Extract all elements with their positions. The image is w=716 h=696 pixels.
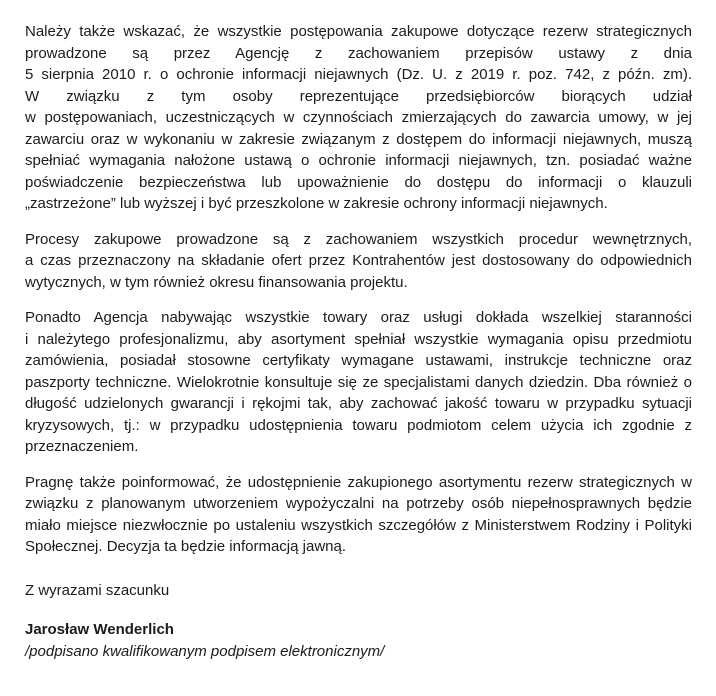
paragraph bbox=[25, 472, 692, 558]
paragraph-line: długość udzielonych gwarancji i rękojmi tak, aby zachować jakość towaru w przypadku sytuacji bbox=[25, 395, 692, 412]
paragraph-line: poświadczenie bezpieczeństwa lub upoważnienie do dostępu do informacji o klauzuli bbox=[25, 173, 692, 191]
paragraph-line: kryzysowych, tj.: w przypadku udostępnienia towaru podmiotom celem użycia ich zgodnie z bbox=[25, 416, 692, 434]
paragraph-line: paszporty techniczne. Wielokrotnie konsultuje się ze specjalistami danych dziedzin. Dba również o bbox=[25, 373, 692, 391]
paragraph bbox=[25, 21, 692, 215]
closing-salutation: Z wyrazami szacunku bbox=[25, 581, 170, 599]
paragraph-line: 5 sierpnia 2010 r. o ochronie informacji niejawnych (Dz. U. z 2019 r. poz. 742, z późn. zm). bbox=[25, 66, 692, 83]
paragraph-line: wytycznych, w tym również okresu finansowania projektu. bbox=[25, 273, 408, 291]
paragraph-line: Pragnę także poinformować, że udostępnienie zakupionego asortymentu rezerw strategicznych w bbox=[25, 473, 692, 491]
document-body bbox=[25, 21, 692, 558]
paragraph-line: Procesy zakupowe prowadzone są z zachowaniem wszystkich procedur wewnętrznych, bbox=[25, 230, 692, 248]
signature-note: /podpisano kwalifikowanym podpisem elektronicznym/ bbox=[25, 642, 385, 660]
paragraph-line: „zastrzeżone” lub wyższej i być przeszkolone w zakresie ochrony informacji niejawnych. bbox=[25, 195, 608, 212]
signature-name: Jarosław Wenderlich bbox=[25, 621, 174, 638]
paragraph-line: Ponadto Agencja nabywając wszystkie towary oraz usługi dokłada wszelkiej staranności bbox=[25, 309, 692, 326]
paragraph-line: a czas przeznaczony na składanie ofert przez Kontrahentów jest dostosowany do odpowiednich bbox=[25, 252, 692, 269]
paragraph-line: W związku z tym osoby reprezentujące przedsiębiorców biorących udział bbox=[25, 87, 692, 105]
paragraph-line: Należy także wskazać, że wszystkie postępowania zakupowe dotyczące rezerw strategicznych bbox=[25, 23, 692, 40]
paragraph-line: i należytego profesjonalizmu, aby asortyment spełniał wszystkie wymagania opisu przedmiotu bbox=[25, 330, 692, 348]
paragraph bbox=[25, 307, 692, 458]
paragraph-line: w postępowaniach, uczestniczących w czynnościach zmierzających do zawarcia umowy, w jej bbox=[25, 109, 692, 126]
paragraph-line: spełniać wymagania nałożone ustawą o ochronie informacji niejawnych, tzn. posiadać ważne bbox=[25, 152, 692, 169]
paragraph-line: Społecznej. Decyzja ta będzie informacją jawną. bbox=[25, 538, 346, 555]
paragraph-line: przeznaczeniem. bbox=[25, 438, 139, 455]
paragraph-line: prowadzone są przez Agencję z zachowaniem przepisów ustawy z dnia bbox=[25, 44, 692, 62]
paragraph-line: związku z planowanym utworzeniem wypożyczalni na potrzeby osób niepełnosprawnych będzie bbox=[25, 495, 692, 512]
paragraph-line: miało miejsce niezwłocznie po ustaleniu wszystkich szczegółów z Ministerstwem Rodziny i Polityki bbox=[25, 516, 692, 534]
paragraph-line: zawarciu oraz w wykonaniu w zakresie związanym z dostępem do informacji niejawnych, muszą bbox=[25, 130, 692, 148]
paragraph-line: zamówienia, posiadał stosowne certyfikaty wymagane ustawami, instrukcje techniczne oraz bbox=[25, 352, 692, 369]
paragraph bbox=[25, 229, 692, 294]
